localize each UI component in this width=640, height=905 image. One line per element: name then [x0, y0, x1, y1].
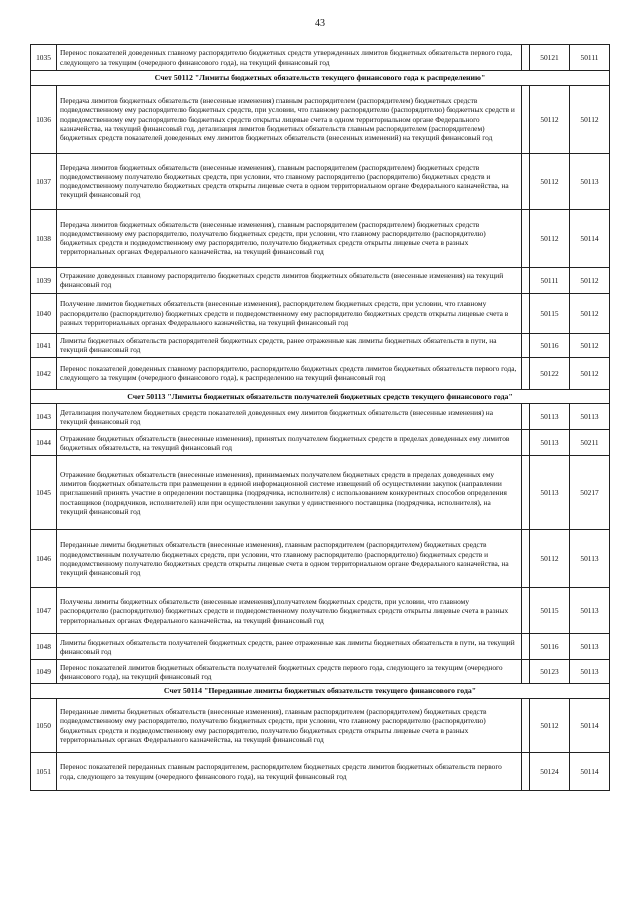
- entry-number: 1048: [31, 634, 57, 660]
- spacer-cell: [522, 267, 530, 293]
- entry-number: 1049: [31, 660, 57, 684]
- spacer-cell: [522, 45, 530, 71]
- entry-description: Переданные лимиты бюджетных обязательств (внесенные изменения), главным распорядителем (распорядителем) бюджетных средств подведомственным получателю бюджетных средств, при условии, что главному распорядителю (распорядителю) бюджетных средств и подведомственному получателю бюджетных средств открыты лицевые счета в одном территориальном органе Федерального казначейства, на текущий финансовый год: [57, 530, 522, 588]
- table-row: [31, 634, 610, 660]
- spacer-cell: [522, 293, 530, 333]
- credit-account: 50112: [570, 85, 610, 153]
- section-header-row: [31, 71, 610, 86]
- debit-account: 50112: [530, 530, 570, 588]
- table-row: [31, 85, 610, 153]
- entry-number: 1036: [31, 85, 57, 153]
- table-row: [31, 267, 610, 293]
- entry-description: Детализация получателем бюджетных средств показателей доведенных ему лимитов бюджетных обязательств (внесенные изменения) на текущий финансовый год: [57, 404, 522, 430]
- entry-number: 1044: [31, 430, 57, 456]
- credit-account: 50113: [570, 660, 610, 684]
- entry-description: Отражение бюджетных обязательств (внесенные изменения), принятых получателем бюджетных средств в пределах доведенных ему лимитов бюджетных обязательств, на текущий финансовый год: [57, 430, 522, 456]
- entry-description: Получение лимитов бюджетных обязательств (внесенные изменения), распорядителем бюджетных средств, при условии, что главному распорядителю (распорядителю) бюджетных средств и подведомственному ему распорядителю бюджетных средств открыты лицевые счета в разных территориальных органах Федерального казначейства, на текущий финансовый год: [57, 293, 522, 333]
- credit-account: 50113: [570, 530, 610, 588]
- entry-number: 1041: [31, 333, 57, 357]
- entry-description: Получены лимиты бюджетных обязательств (внесенные изменения),получателем бюджетных средств, при условии, что главному распорядителю (распорядителю) бюджетных средств и подведомственному получателю бюджетных средств открыты лицевые счета в разных территориальных органах Федерального казначейства, на текущий финансовый год: [57, 588, 522, 634]
- credit-account: 50112: [570, 293, 610, 333]
- entry-number: 1038: [31, 209, 57, 267]
- table-row: [31, 456, 610, 530]
- debit-account: 50113: [530, 404, 570, 430]
- page-number: 43: [315, 18, 325, 29]
- credit-account: 50112: [570, 267, 610, 293]
- credit-account: 50112: [570, 357, 610, 389]
- credit-account: 50217: [570, 456, 610, 530]
- entry-description: Передача лимитов бюджетных обязательств (внесенные изменения) главным распорядителем (распорядителем) бюджетных средств подведомственному ему распорядителю бюджетных средств, при условии, что главному распорядителю (распорядителю) бюджетных средств и подведомственному ему распорядителю бюджетных средств открыты лицевые счета в одном территориальном органе Федерального казначейства, на текущий финансовый год, детализация лимитов бюджетных обязательств главным распорядителем (распорядителем) бюджетных средств показателей доведенных ему лимитов бюджетных обязательств (внесенных изменений) на текущий финансовый год: [57, 85, 522, 153]
- debit-account: 50113: [530, 430, 570, 456]
- entry-description: Лимиты бюджетных обязательств распорядителей бюджетных средств, ранее отраженные как лимиты бюджетных обязательств в пути, на текущий финансовый год: [57, 333, 522, 357]
- debit-account: 50123: [530, 660, 570, 684]
- entry-description: Передача лимитов бюджетных обязательств (внесенные изменения), главным распорядителем (распорядителем) бюджетных средств подведомственному ему распорядителю, получателю бюджетных средств, при условии, что главному распорядителю (распорядителю) бюджетных средств и подведомственному ему распорядителю, получателю бюджетных средств открыты лицевые счета в разных территориальных органах Федерального казначейства, на текущий финансовый год: [57, 209, 522, 267]
- entry-description: Лимиты бюджетных обязательств получателей бюджетных средств, ранее отраженные как лимиты бюджетных обязательств в пути, на текущий финансовый год: [57, 634, 522, 660]
- debit-account: 50111: [530, 267, 570, 293]
- debit-account: 50122: [530, 357, 570, 389]
- table-row: [31, 153, 610, 209]
- section-header-row: [31, 389, 610, 404]
- debit-account: 50113: [530, 456, 570, 530]
- credit-account: 50112: [570, 333, 610, 357]
- debit-account: 50115: [530, 293, 570, 333]
- table-row: [31, 404, 610, 430]
- table-body: [31, 45, 610, 791]
- section-title: Счет 50112 "Лимиты бюджетных обязательств текущего финансового года к распределению": [31, 71, 610, 86]
- spacer-cell: [522, 333, 530, 357]
- entry-number: 1045: [31, 456, 57, 530]
- entry-description: Перенос показателей лимитов бюджетных обязательств получателей бюджетных средств первого года, следующего за текущим (очередного финансового года), на текущий финансовый год: [57, 660, 522, 684]
- spacer-cell: [522, 588, 530, 634]
- debit-account: 50116: [530, 333, 570, 357]
- debit-account: 50112: [530, 85, 570, 153]
- table-row: [31, 753, 610, 791]
- debit-account: 50112: [530, 153, 570, 209]
- entry-number: 1047: [31, 588, 57, 634]
- table-row: [31, 430, 610, 456]
- entry-description: Переданные лимиты бюджетных обязательств (внесенные изменения), главным распорядителем (распорядителем) бюджетных средств подведомственному ему распорядителю, получателю бюджетных средств, при условии, что главному распорядителю (распорядителю) бюджетных средств и подведомственному ему распорядителю, получателю бюджетных средств открыты лицевые счета в разных территориальных органах Федерального казначейства, на текущий финансовый год: [57, 699, 522, 753]
- entry-description: Отражение бюджетных обязательств (внесенные изменения), принимаемых получателем бюджетных средств в пределах доведенных ему лимитов бюджетных обязательств при размещении в единой информационной системе извещений об осуществлении закупок (направлении приглашений принять участие в определении поставщика (подрядчика, исполнителя) с использованием конкурентных способов определения поставщиков (подрядчиков, исполнителей) или при осуществлении закупки у единственного поставщика (подрядчика, исполнителя), на текущий финансовый год: [57, 456, 522, 530]
- entry-description: Передача лимитов бюджетных обязательств (внесенные изменения), главным распорядителем (распорядителем) бюджетных средств подведомственному получателю бюджетных средств, при условии, что главному распорядителю (распорядителю) бюджетных средств и подведомственному получателю бюджетных средств открыты лицевые счета в одном территориальном органе Федерального казначейства, на текущий финансовый год: [57, 153, 522, 209]
- entry-number: 1039: [31, 267, 57, 293]
- spacer-cell: [522, 357, 530, 389]
- credit-account: 50114: [570, 699, 610, 753]
- entry-number: 1042: [31, 357, 57, 389]
- entry-number: 1043: [31, 404, 57, 430]
- entry-number: 1046: [31, 530, 57, 588]
- spacer-cell: [522, 430, 530, 456]
- debit-account: 50112: [530, 699, 570, 753]
- credit-account: 50113: [570, 588, 610, 634]
- entry-number: 1035: [31, 45, 57, 71]
- table-row: [31, 333, 610, 357]
- credit-account: 50114: [570, 209, 610, 267]
- entry-number: 1037: [31, 153, 57, 209]
- credit-account: 50113: [570, 634, 610, 660]
- table-row: [31, 293, 610, 333]
- spacer-cell: [522, 85, 530, 153]
- credit-account: 50113: [570, 153, 610, 209]
- table-row: [31, 699, 610, 753]
- entry-number: 1051: [31, 753, 57, 791]
- table-row: [31, 357, 610, 389]
- spacer-cell: [522, 660, 530, 684]
- debit-account: 50112: [530, 209, 570, 267]
- spacer-cell: [522, 153, 530, 209]
- credit-account: 50113: [570, 404, 610, 430]
- section-header-row: [31, 684, 610, 699]
- entry-description: Перенос показателей доведенных главному распорядителю, распорядителю бюджетных средств лимитов бюджетных обязательств первого года, следующего за текущим (очередного финансового года), к распределению на текущий финансовый год: [57, 357, 522, 389]
- entry-description: Перенос показателей переданных главным распорядителем, распорядителем бюджетных средств лимитов бюджетных обязательств первого года, следующего за текущим (очередного финансового года), на текущий финансовый год: [57, 753, 522, 791]
- debit-account: 50121: [530, 45, 570, 71]
- section-title: Счет 50113 "Лимиты бюджетных обязательств получателей бюджетных средств текущего финансового года": [31, 389, 610, 404]
- entry-description: Отражение доведенных главному распорядителю бюджетных средств лимитов бюджетных обязательств (внесенные изменения) на текущий финансовый год: [57, 267, 522, 293]
- spacer-cell: [522, 456, 530, 530]
- spacer-cell: [522, 634, 530, 660]
- entry-number: 1040: [31, 293, 57, 333]
- spacer-cell: [522, 699, 530, 753]
- section-title: Счет 50114 "Переданные лимиты бюджетных обязательств текущего финансового года": [31, 684, 610, 699]
- spacer-cell: [522, 753, 530, 791]
- credit-account: 50211: [570, 430, 610, 456]
- debit-account: 50124: [530, 753, 570, 791]
- table-row: [31, 588, 610, 634]
- entry-description: Перенос показателей доведенных главному распорядителю бюджетных средств утвержденных лимитов бюджетных обязательств первого года, следующего за текущим (очередного финансового года), на текущий финансовый год: [57, 45, 522, 71]
- table-row: [31, 45, 610, 71]
- spacer-cell: [522, 404, 530, 430]
- entry-number: 1050: [31, 699, 57, 753]
- spacer-cell: [522, 209, 530, 267]
- debit-account: 50115: [530, 588, 570, 634]
- spacer-cell: [522, 530, 530, 588]
- credit-account: 50114: [570, 753, 610, 791]
- table-row: [31, 209, 610, 267]
- table-row: [31, 660, 610, 684]
- debit-account: 50116: [530, 634, 570, 660]
- credit-account: 50111: [570, 45, 610, 71]
- table-row: [31, 530, 610, 588]
- accounting-entries-table: [30, 44, 610, 791]
